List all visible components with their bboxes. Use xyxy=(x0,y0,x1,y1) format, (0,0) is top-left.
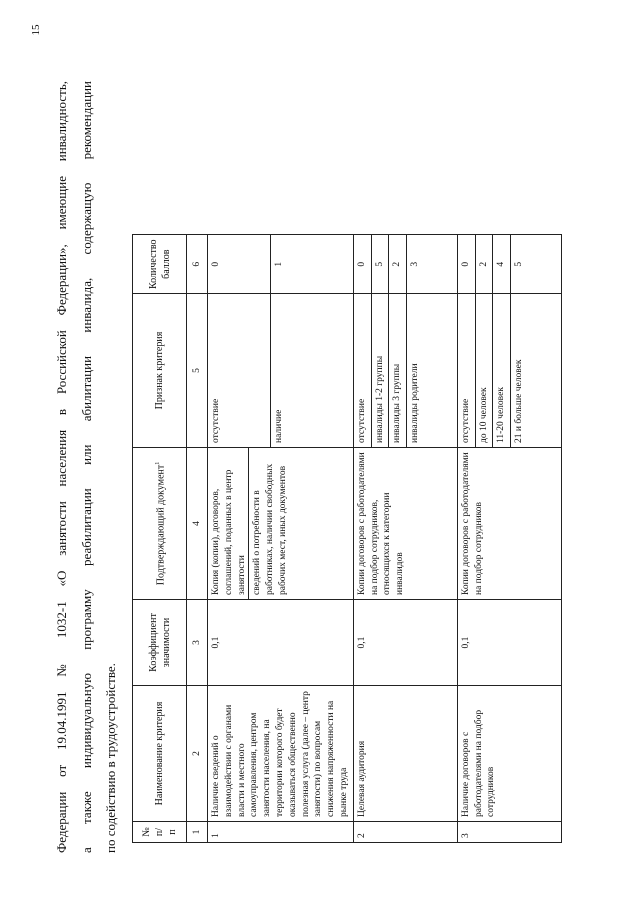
table-row xyxy=(208,235,354,843)
sign-option: отсутствие xyxy=(354,294,372,447)
col-number: 6 xyxy=(187,235,208,294)
col-number: 3 xyxy=(187,600,208,686)
points-option: 4 xyxy=(493,235,511,293)
col-number: 2 xyxy=(187,686,208,822)
header-sign: Признак критерия xyxy=(133,294,187,448)
row-name: Целевая аудитория xyxy=(353,686,457,822)
intro-line: а также индивидуальную программу реабилитации или абилитации инвалида, содержащую рекомендации xyxy=(78,81,94,853)
row-signs xyxy=(353,294,457,448)
row-doc xyxy=(208,448,354,600)
points-option: 0 xyxy=(354,235,372,293)
points-option: 0 xyxy=(208,235,271,293)
sign-option: отсутствие xyxy=(208,294,271,447)
points-option: 1 xyxy=(274,261,284,267)
criteria-table xyxy=(132,234,562,843)
row-points xyxy=(353,235,457,294)
row-name: Наличие договоров с работодателями на подбор сотрудников xyxy=(457,686,561,822)
col-number: 4 xyxy=(187,448,208,600)
header-points: Количество баллов xyxy=(133,235,187,294)
row-num: 3 xyxy=(457,822,561,843)
points-option: 3 xyxy=(410,261,421,267)
page-number: 15 xyxy=(30,24,42,36)
intro-paragraph xyxy=(50,81,124,853)
table-row xyxy=(353,235,457,843)
sign-option: инвалиды 1-2 группы xyxy=(372,294,390,447)
row-doc-part: Копия (копии), договоров, соглашений, поданных в центр занятости xyxy=(211,469,247,595)
points-option: 5 xyxy=(372,235,390,293)
row-coef: 0,1 xyxy=(353,600,457,686)
footnote-ref: 1 xyxy=(154,461,161,465)
row-name: Наличие сведений о взаимодействии с органами власти и местного самоуправления, центром занятости населения, на территории которого будет оказываться общественно полезная услуга (далее – центр занятости) по вопросам снижения напряженности на рынке труда xyxy=(208,686,354,822)
row-signs xyxy=(208,294,354,448)
col-number: 5 xyxy=(187,294,208,448)
col-number: 1 xyxy=(187,822,208,843)
sign-option: 21 и больше человек xyxy=(514,359,525,443)
table-header-row xyxy=(133,235,187,843)
sign-option: инвалиды родители xyxy=(410,363,421,443)
header-name: Наименование критерия xyxy=(133,686,187,822)
row-signs xyxy=(457,294,561,448)
points-option: 2 xyxy=(476,235,494,293)
intro-line: по содействию в трудоустройстве. xyxy=(103,663,118,853)
header-num: № п/п xyxy=(133,822,187,843)
row-doc: Копии договоров с работодателями на подбор сотрудников xyxy=(457,448,561,600)
header-doc-text: Подтверждающий документ xyxy=(155,464,167,586)
sign-option: инвалиды 3 группы xyxy=(389,294,407,447)
row-points xyxy=(208,235,354,294)
row-doc: Копии договоров с работодателями на подбор сотрудников, относящихся к категории инвалидов xyxy=(353,448,457,600)
row-points xyxy=(457,235,561,294)
row-doc-part: сведений о потребности в работниках, наличии свободных рабочих мест, иных документов xyxy=(248,448,289,599)
sign-option: до 10 человек xyxy=(476,294,494,447)
row-num: 2 xyxy=(353,822,457,843)
table-row xyxy=(457,235,561,843)
column-number-row xyxy=(187,235,208,843)
row-num: 1 xyxy=(208,822,354,843)
row-coef: 0,1 xyxy=(208,600,354,686)
row-coef: 0,1 xyxy=(457,600,561,686)
points-option: 5 xyxy=(514,261,525,267)
sign-option: отсутствие xyxy=(458,294,476,447)
sign-option: наличие xyxy=(274,409,284,443)
header-coef: Коэффициент значимости xyxy=(133,600,187,686)
points-option: 0 xyxy=(458,235,476,293)
sign-option: 11-20 человек xyxy=(493,294,511,447)
header-doc xyxy=(133,448,187,600)
intro-line: Федерации от 19.04.1991 № 1032-1 «О занятости населения в Российской Федерации», имеющие инвалидность, xyxy=(54,81,69,853)
points-option: 2 xyxy=(389,235,407,293)
